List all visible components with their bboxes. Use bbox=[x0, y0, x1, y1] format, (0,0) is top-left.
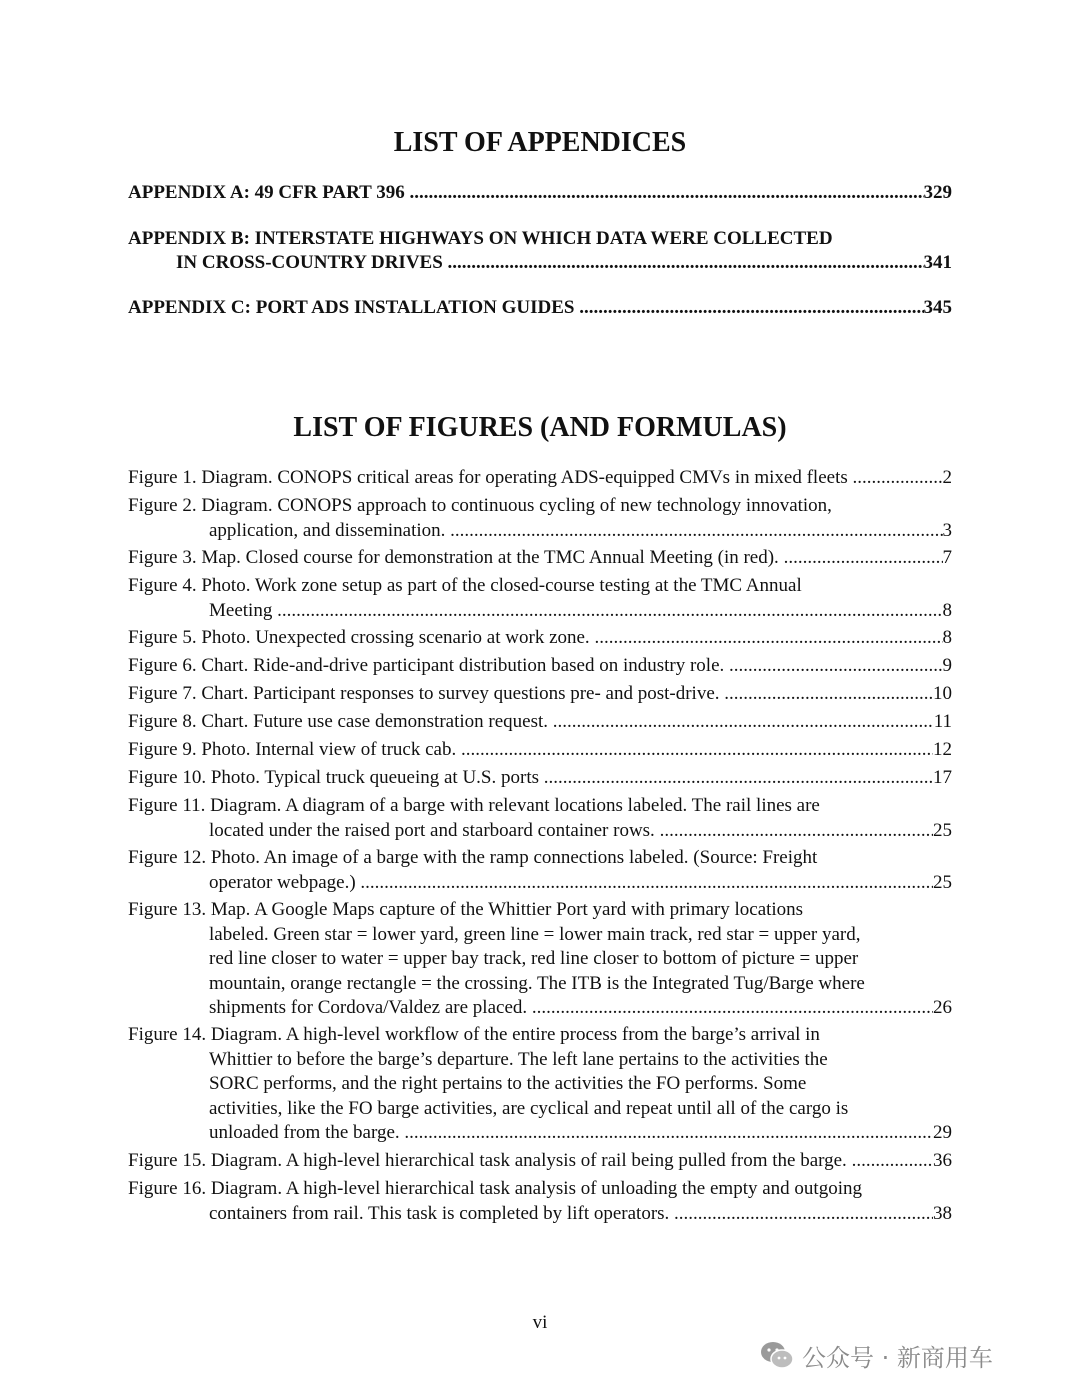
figure-15-entry[interactable] bbox=[128, 1149, 952, 1174]
figure-11-entry[interactable] bbox=[128, 794, 952, 843]
figure-12-entry[interactable] bbox=[128, 846, 952, 895]
entry-page: 7 bbox=[942, 547, 952, 568]
figure-8-entry[interactable] bbox=[128, 710, 952, 735]
figure-7-entry[interactable] bbox=[128, 682, 952, 707]
entry-page: 38 bbox=[933, 1202, 952, 1224]
figure-4-entry[interactable] bbox=[128, 574, 952, 623]
figure-14-entry[interactable] bbox=[128, 1023, 952, 1146]
entry-page: 345 bbox=[923, 297, 952, 318]
entry-text-line2: IN CROSS-COUNTRY DRIVES ..... bbox=[176, 251, 924, 275]
entry-page: 341 bbox=[923, 252, 952, 273]
figure-1-entry[interactable] bbox=[128, 466, 952, 491]
entry-text-line5: unloaded from the barge. ..... bbox=[209, 1121, 933, 1146]
entry-text-line2: operator webpage.) ..... bbox=[209, 871, 933, 896]
entry-text: Figure 15. Diagram. A high-level hierarchical task analysis of rail being pulled from the barge. ..... bbox=[128, 1149, 933, 1174]
figure-2-entry[interactable] bbox=[128, 494, 952, 543]
entry-text-line1: Figure 12. Photo. An image of a barge with the ramp connections labeled. (Source: Freight bbox=[128, 847, 818, 868]
entry-text-line2: containers from rail. This task is completed by lift operators. ..... bbox=[209, 1202, 933, 1227]
entry-text-line1: APPENDIX B: INTERSTATE HIGHWAYS ON WHICH DATA WERE COLLECTED bbox=[128, 228, 833, 249]
entry-text-line4: activities, like the FO barge activities, are cyclical and repeat until all of the cargo is bbox=[209, 1097, 849, 1119]
entry-page: 3 bbox=[942, 519, 952, 541]
entry-page: 25 bbox=[933, 819, 952, 841]
entry-page: 10 bbox=[933, 683, 952, 704]
watermark-text: 公众号 · 新商用车 bbox=[802, 1343, 993, 1372]
entry-text: Figure 9. Photo. Internal view of truck cab. ..... bbox=[128, 738, 933, 763]
entry-text: APPENDIX C: PORT ADS INSTALLATION GUIDES ..... bbox=[128, 296, 924, 320]
figure-10-entry[interactable] bbox=[128, 766, 952, 791]
figures-title: LIST OF FIGURES (AND FORMULAS) bbox=[293, 412, 787, 443]
entry-text-line1: Figure 2. Diagram. CONOPS approach to continuous cycling of new technology innovation, bbox=[128, 495, 832, 516]
entry-page: 8 bbox=[942, 627, 952, 648]
entry-page: 12 bbox=[933, 739, 952, 760]
entry-text: APPENDIX A: 49 CFR PART 396 ..... bbox=[128, 181, 924, 205]
wechat-icon bbox=[760, 1340, 794, 1370]
entry-text: Figure 10. Photo. Typical truck queueing at U.S. ports ..... bbox=[128, 766, 933, 791]
entry-page: 2 bbox=[942, 467, 952, 488]
entry-page: 36 bbox=[933, 1150, 952, 1171]
appendix-a-entry[interactable] bbox=[128, 181, 952, 205]
entry-text: Figure 1. Diagram. CONOPS critical areas for operating ADS-equipped CMVs in mixed fleets ..... bbox=[128, 466, 943, 491]
entry-page: 17 bbox=[933, 767, 952, 788]
entry-text-line2: application, and dissemination. ..... bbox=[209, 519, 943, 544]
entry-page: 26 bbox=[933, 997, 952, 1018]
entry-page: 9 bbox=[942, 655, 952, 676]
entry-text-line5: shipments for Cordova/Valdez are placed. ..... bbox=[209, 996, 933, 1021]
entry-page: 11 bbox=[933, 711, 952, 732]
entry-text: Figure 7. Chart. Participant responses to survey questions pre- and post-drive. ..... bbox=[128, 682, 933, 707]
entry-text-line2: Meeting ..... bbox=[209, 599, 943, 624]
page-number: vi bbox=[532, 1312, 548, 1333]
entry-text-line1: Figure 4. Photo. Work zone setup as part of the closed-course testing at the TMC Annual bbox=[128, 575, 802, 596]
figure-5-entry[interactable] bbox=[128, 626, 952, 651]
entry-text-line4: mountain, orange rectangle = the crossing. The ITB is the Integrated Tug/Barge where bbox=[209, 972, 865, 994]
entry-text-line3: red line closer to water = upper bay track, red line closer to bottom of picture = upper bbox=[209, 948, 859, 969]
entry-text: Figure 6. Chart. Ride-and-drive participant distribution based on industry role. ..... bbox=[128, 654, 943, 679]
entry-text: Figure 3. Map. Closed course for demonstration at the TMC Annual Meeting (in red). ..... bbox=[128, 546, 943, 571]
entry-page: 8 bbox=[942, 599, 952, 621]
appendices-title: LIST OF APPENDICES bbox=[393, 127, 687, 158]
entry-text-line1: Figure 16. Diagram. A high-level hierarchical task analysis of unloading the empty and outgoing bbox=[128, 1178, 862, 1199]
entry-text-line2: labeled. Green star = lower yard, green line = lower main track, red star = upper yard, bbox=[209, 923, 861, 945]
entry-text-line1: Figure 11. Diagram. A diagram of a barge with relevant locations labeled. The rail lines are bbox=[128, 795, 820, 816]
entry-page: 25 bbox=[933, 871, 952, 893]
entry-text: Figure 5. Photo. Unexpected crossing scenario at work zone. ..... bbox=[128, 626, 943, 651]
figure-13-entry[interactable] bbox=[128, 898, 952, 1021]
entry-page: 29 bbox=[933, 1122, 952, 1143]
entry-text-line2: located under the raised port and starboard container rows. ..... bbox=[209, 819, 933, 844]
entry-text-line1: Figure 13. Map. A Google Maps capture of the Whittier Port yard with primary locations bbox=[128, 899, 804, 920]
entry-text-line2: Whittier to before the barge’s departure. The left lane pertains to the activities the bbox=[209, 1048, 828, 1070]
entry-text: Figure 8. Chart. Future use case demonstration request. ..... bbox=[128, 710, 934, 735]
appendix-c-entry[interactable] bbox=[128, 296, 952, 320]
figure-3-entry[interactable] bbox=[128, 546, 952, 571]
figure-9-entry[interactable] bbox=[128, 738, 952, 763]
entry-text-line3: SORC performs, and the right pertains to the activities the FO performs. Some bbox=[209, 1073, 807, 1094]
figure-16-entry[interactable] bbox=[128, 1177, 952, 1226]
watermark bbox=[760, 1337, 993, 1373]
appendix-b-entry[interactable] bbox=[128, 227, 952, 275]
figure-6-entry[interactable] bbox=[128, 654, 952, 679]
entry-text-line1: Figure 14. Diagram. A high-level workflow of the entire process from the barge’s arrival in bbox=[128, 1024, 820, 1045]
entry-page: 329 bbox=[923, 182, 952, 203]
